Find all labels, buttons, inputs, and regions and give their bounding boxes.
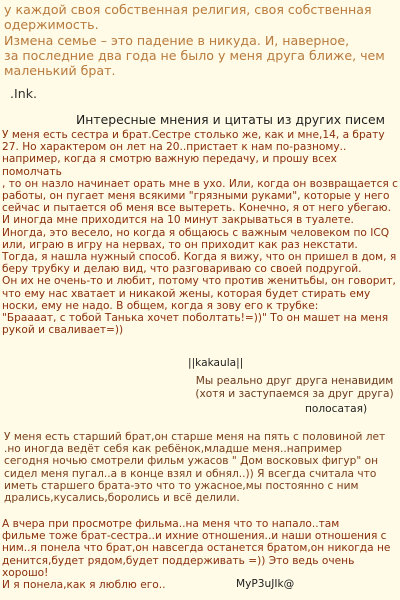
post-text-3: У меня есть старший брат,он старше меня на пять с половиной лет .но иногда ведёт себя как ребёнок,младше меня..например сегодня ночью смотрели фильм ужасов " Дом восковых фигур" он сидел меня пугал..а в конце взял и обнял..)) Я всегда считала что иметь старшего брата-это что то ужасное,мы постоянно с ним дрались,кусались,боролись и всё делили.	[4, 431, 386, 505]
post-text-1: У меня есть сестра и брат.Сестре столько же, как и мне,14, а брату 27. Но характером он лет на 20..пристает к нам по-разному.. например, когда я смотрю важную передачу, и прошу всех помолчать , то он назло начинает орать мне в ухо. Или, когда он возвращается с работы, он пугает меня всякими "грязными руками", которые у него сейчас и пытается об меня все вытереть. Конечно, я от него убегаю. И иногда мне приходится на 10 минут закрываться в туалете. Иногда, это весело, но когда я общаюсь с важным человеком по ICQ или, играю в игру на нервах, то он приходит как раз некстати. Тогда, я нашла нужный способ. Когда я вижу, что он пришел в дом, я беру трубку и делаю вид, что разговариваю со своей подругой. Он их не очень-то и любит, потому что против женитьбы, он говорит, что ему нас хватает и никакой жены, которая будет стирать ему носки, ему не надо. В общем, когда я зову его к трубке: "Браааат, с тобой Танька хочет поболтать!=))" То он машет на меня рукой и сваливает=))	[2, 129, 398, 337]
section-title: Интересные мнения и цитаты из других писем	[76, 112, 385, 127]
intro-quote: у каждой своя собственная религия, своя собственная одержимость. Измена семье – это падение в никуда. И, наверное, за последние два года не было у меня друга ближе, чем маленький брат.	[4, 2, 385, 79]
post-text-4: А вчера при просмотре фильма..на меня что то напало..там фильме тоже брат-сестра..и ихние отношения..и наши отношения с ним..я понела что брат,он навсегда останется братом,он никогда не денится,будет рядом,будет поддерживать =)) Это ведь очень хорошо! И я понела,как я люблю его..	[2, 518, 391, 592]
post-signature-2: полосатая)	[305, 403, 368, 415]
post-signature-4: MyP3uJIk@	[236, 578, 295, 590]
post-text-2: Мы реально друг друга ненавидим (хотя и заступаемся за друг друга)	[195, 375, 394, 400]
post-signature-1: ||kakaula||	[188, 357, 244, 369]
intro-signature: .Ink.	[10, 86, 37, 101]
